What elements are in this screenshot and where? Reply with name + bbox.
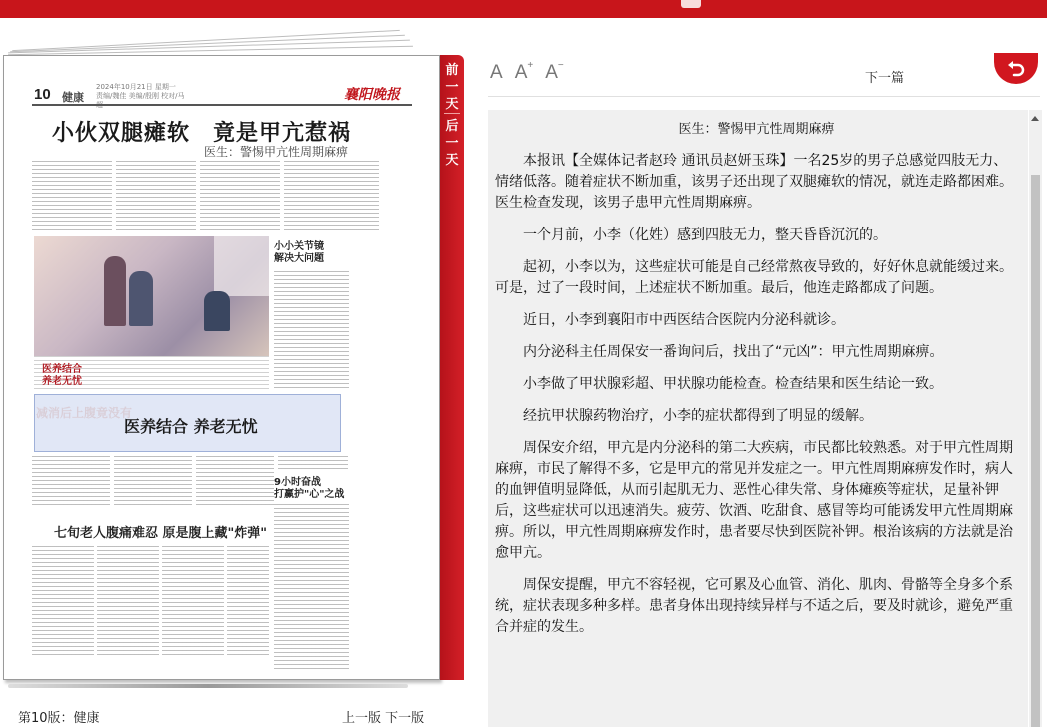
font-increase-button[interactable] (515, 62, 534, 84)
article-body (495, 151, 1018, 638)
article-paragraph: 起初，小李以为，这些症状可能是自己经常熬夜导致的，好好休息就能缓过来。可是，过了一段时间，上述症状不断加重。最后，他连走路都成了问题。 (495, 259, 1013, 296)
page-number: 10 (34, 86, 51, 103)
side-story-title-2[interactable]: 9小时奋战 打赢护"心"之战 (274, 477, 345, 500)
scroll-up-arrow-icon[interactable] (1031, 116, 1039, 121)
article-scrollbar[interactable] (1029, 110, 1042, 727)
banner-handle[interactable] (681, 0, 701, 8)
return-arrow-icon (1007, 61, 1025, 77)
photo-window (214, 236, 269, 296)
editor-text: 责编/魏佳 美编/殷刚 校对/马 (96, 92, 185, 100)
plus-icon: + (527, 60, 534, 71)
text-column[interactable] (114, 456, 192, 506)
next-page-link[interactable]: 下一版 (385, 711, 425, 726)
photo-label: 医养结合 养老无忧 (42, 364, 82, 387)
newspaper-logo: 襄阳晚报 (344, 87, 400, 103)
page-headline-2[interactable]: 七旬老人腹痛难忍 原是腹上藏"炸弹" (54, 526, 268, 541)
page-section: 健康 (62, 91, 84, 104)
article-paragraph: 本报讯【全媒体记者赵玲 通讯员赵妍玉珠】一名25岁的男子总感觉四肢无力、情绪低落。随着症状不断加重，该男子还出现了双腿瘫软的情况，就连走路都困难。医生检查发现，该男子患甲亢性周期麻痹。 (495, 153, 1013, 211)
font-decrease-button[interactable] (545, 62, 564, 84)
highlight-ghost-text: 减消后上腹竟没有 (36, 406, 133, 420)
page-subheadline: 医生：警惕甲亢性周期麻痹 (204, 145, 349, 159)
text-column[interactable] (284, 161, 379, 231)
font-increase-letter: A (514, 62, 528, 83)
news-photo[interactable] (34, 236, 269, 356)
article-paragraph: 近日，小李到襄阳市中西医结合医院内分泌科就诊。 (523, 312, 845, 328)
font-default-button[interactable]: A (490, 62, 503, 83)
scrollbar-thumb[interactable] (1031, 175, 1040, 727)
text-column[interactable] (196, 456, 274, 506)
prev-day-button[interactable]: 前一天 (445, 63, 459, 112)
article-panel[interactable] (488, 110, 1028, 727)
article-paragraph: 周保安介绍，甲亢是内分泌科的第二大疾病，市民都比较熟悉。对于甲亢性周期麻痹，市民了解得不多，它是甲亢的常见并发症之一。甲亢性周期麻痹发作时，病人的血钾值明显降低，从而引起肌无力、恶性心律失常、身体瘫痪等症状，足量补钾后，这些症状可以迅速消失。疲劳、饮酒、吃甜食、感冒等均可能诱发甲亢性周期麻痹。所以，甲亢性周期麻痹发作时，患者要尽快到医院补钾。根治该病的方法就是治愈甲亢。 (495, 440, 1013, 561)
text-column[interactable] (32, 546, 94, 656)
page-nav (342, 707, 424, 726)
back-button[interactable] (994, 53, 1038, 84)
article-paragraph: 周保安提醒，甲亢不容轻视，它可累及心血管、消化、肌肉、骨骼等全身多个系统，症状表现多种多样。患者身体出现持续异样与不适之后，要及时就诊，避免严重合并症的发生。 (495, 577, 1013, 635)
current-page-label: 第10版：健康 (18, 711, 100, 726)
photo-figure (129, 271, 153, 326)
header-rule (32, 104, 412, 106)
font-decrease-letter: A (545, 62, 558, 83)
ribbon-separator (444, 113, 460, 114)
text-column[interactable] (200, 161, 280, 231)
date-text: 2024年10月21日 星期一 (96, 83, 176, 91)
text-column[interactable] (227, 546, 269, 656)
side-story-text[interactable] (274, 271, 349, 391)
article-paragraph: 一个月前，小李（化姓）感到四肢无力，整天昏昏沉沉的。 (523, 227, 887, 243)
highlight-title[interactable]: 医养结合 养老无忧 (124, 417, 258, 436)
text-column[interactable] (97, 546, 159, 656)
text-column[interactable] (278, 456, 348, 471)
prev-page-link[interactable]: 上一版 (342, 711, 382, 726)
toolbar-divider (488, 96, 1040, 97)
newspaper-page[interactable] (3, 55, 440, 680)
side-story-text[interactable] (274, 504, 349, 669)
minus-icon: − (557, 60, 564, 71)
photo-figure (204, 291, 230, 331)
article-title: 医生：警惕甲亢性周期麻痹 (678, 122, 835, 137)
font-size-toolbar (490, 62, 564, 92)
article-paragraph: 内分泌科主任周保安一番询问后，找出了“元凶”：甲亢性周期麻痹。 (523, 344, 944, 360)
article-paragraph: 小李做了甲状腺彩超、甲状腺功能检查。检查结果和医生结论一致。 (523, 376, 943, 392)
next-day-button[interactable]: 后一天 (445, 119, 459, 168)
text-column[interactable] (32, 456, 110, 506)
side-story-title[interactable]: 小小关节镜 解决大问题 (274, 241, 324, 264)
next-article-link[interactable]: 下一篇 (865, 71, 905, 86)
page-shadow (8, 684, 408, 688)
photo-figure (104, 256, 126, 326)
text-column[interactable] (162, 546, 224, 656)
top-banner (0, 0, 1047, 18)
page-headline[interactable]: 小伙双腿瘫软 竟是甲亢惹祸 (52, 121, 352, 146)
article-paragraph: 经抗甲状腺药物治疗，小李的症状都得到了明显的缓解。 (523, 408, 873, 424)
text-column[interactable] (32, 161, 112, 231)
text-column[interactable] (116, 161, 196, 231)
